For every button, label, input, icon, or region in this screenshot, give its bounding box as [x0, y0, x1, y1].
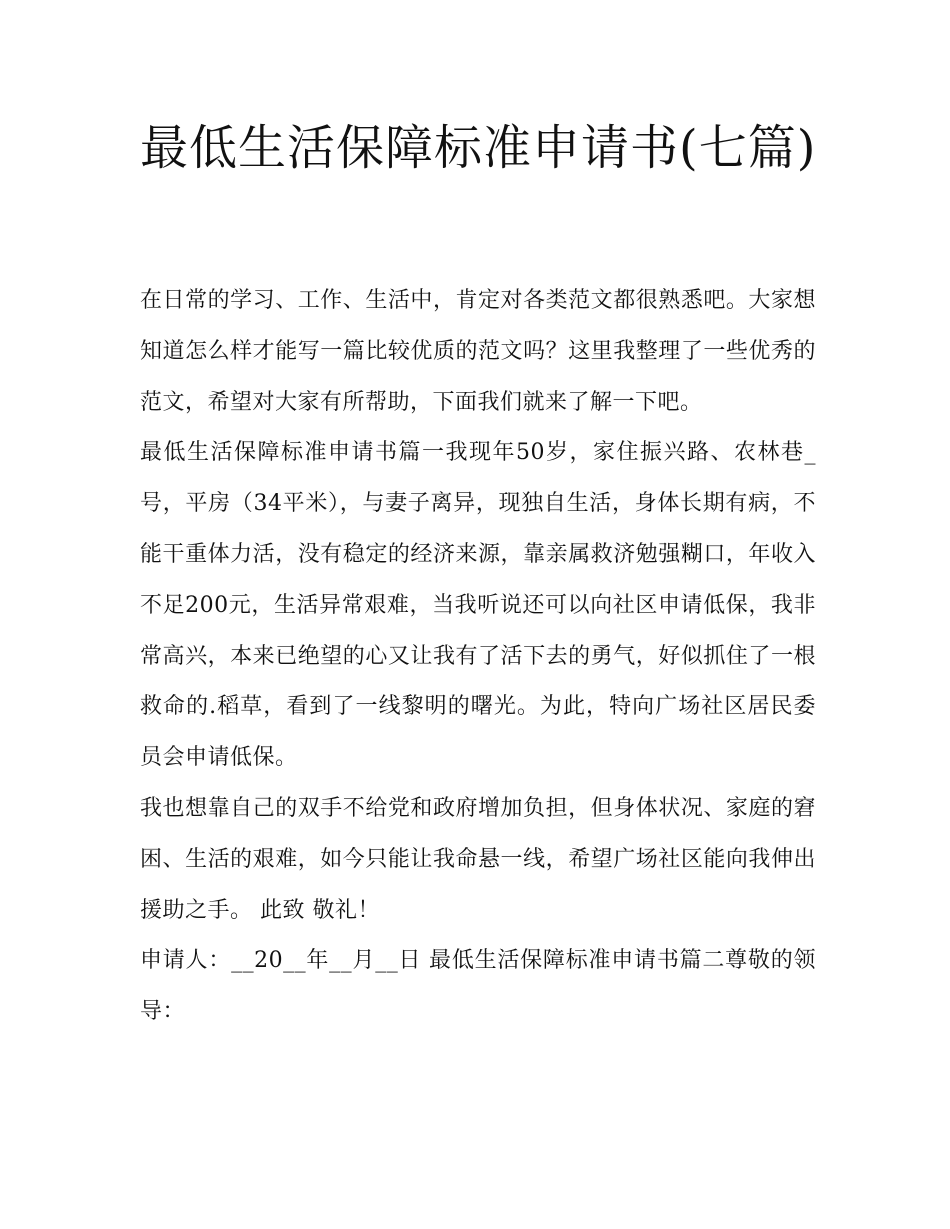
paragraph-intro: 在日常的学习、工作、生活中，肯定对各类范文都很熟悉吧。大家想知道怎么样才能写一篇比较优质的范文吗？这里我整理了一些优秀的范文，希望对大家有所帮助，下面我们就来了解一下吧。: [140, 288, 816, 415]
document-body: [140, 276, 816, 1038]
document-title: 最低生活保障标准申请书(七篇): [140, 120, 817, 176]
paragraph-application-one: 最低生活保障标准申请书篇一我现年50岁，家住振兴路、农林巷_号，平房（34平米），与妻子离异，现独自生活，身体长期有病，不能干重体力活，没有稳定的经济来源，靠亲属救济勉强糊口，年收入不足200元，生活异常艰难，当我听说还可以向社区申请低保，我非常高兴，本来已绝望的心又让我有了活下去的勇气，好似抓住了一根救命的.稻草，看到了一线黎明的曙光。为此，特向广场社区居民委员会申请低保。: [140, 440, 816, 771]
paragraph-request: 我也想靠自己的双手不给党和政府增加负担，但身体状况、家庭的窘困、生活的艰难，如今只能让我命悬一线，希望广场社区能向我伸出援助之手。 此致 敬礼！: [140, 795, 816, 923]
paragraph-signature: 申请人：__20__年__月__日 最低生活保障标准申请书篇二尊敬的领导：: [140, 948, 816, 1025]
